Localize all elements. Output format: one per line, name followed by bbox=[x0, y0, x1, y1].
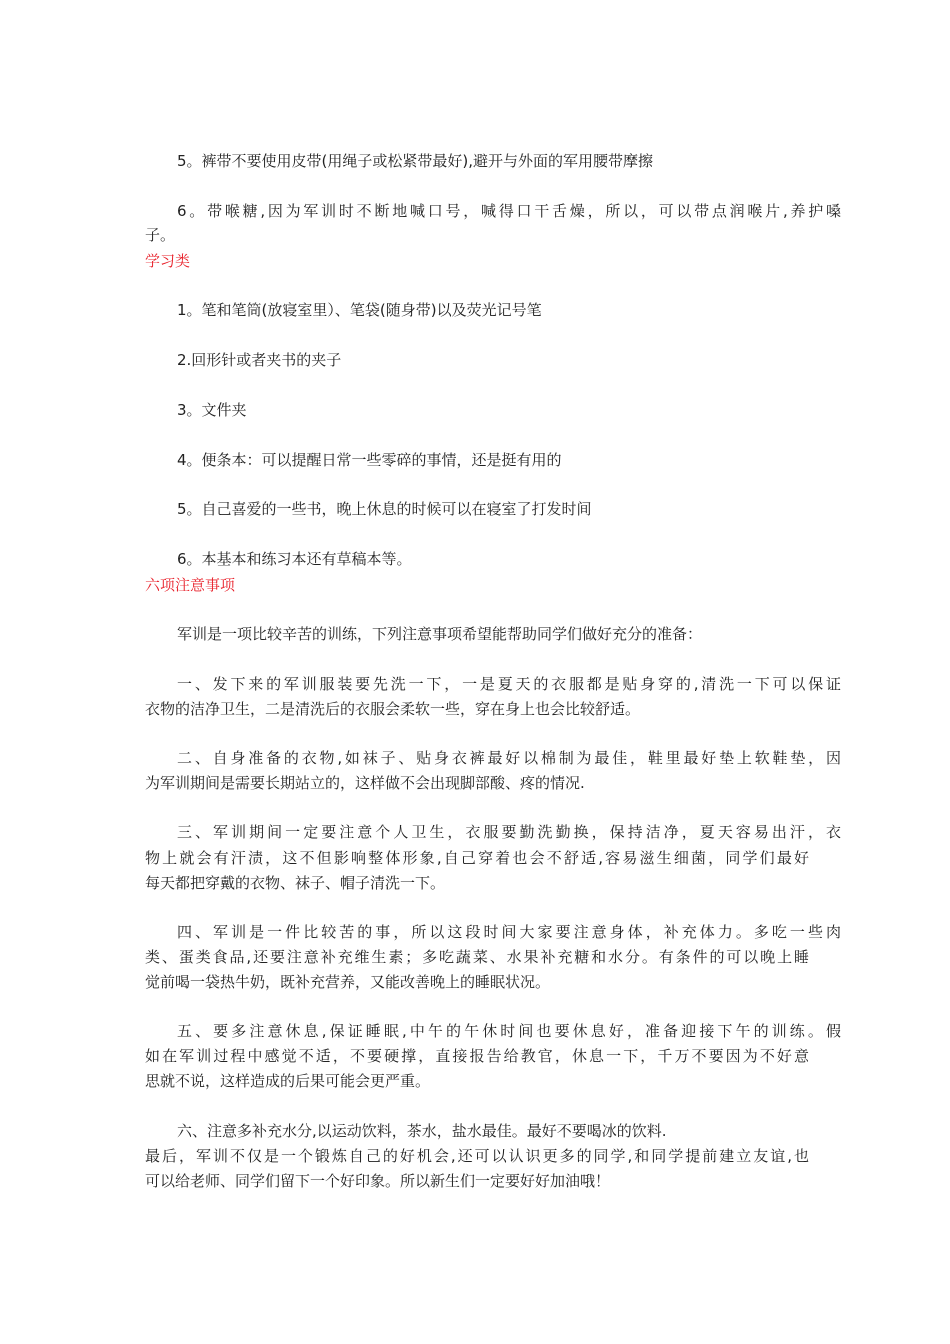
precaution-4-line2: 类、蛋类食品,还要注意补充维生素；多吃蔬菜、水果补充糖和水分。有条件的可以晚上睡 bbox=[145, 948, 809, 966]
precautions-intro: 军训是一项比较辛苦的训练，下列注意事项希望能帮助同学们做好充分的准备： bbox=[177, 625, 703, 643]
section-heading-study: 学习类 bbox=[145, 252, 191, 270]
precaution-4-line3: 觉前喝一袋热牛奶，既补充营养，又能改善晚上的睡眠状况。 bbox=[145, 973, 551, 991]
precaution-1-line2: 衣物的洁净卫生，二是清洗后的衣服会柔软一些，穿在身上也会比较舒适。 bbox=[145, 700, 641, 718]
section-heading-precautions: 六项注意事项 bbox=[145, 576, 236, 594]
precaution-5-line2: 如在军训过程中感觉不适，不要硬撑，直接报告给教官，休息一下，千万不要因为不好意 bbox=[145, 1047, 809, 1065]
precaution-3-line2: 物上就会有汗渍，这不但影响整体形象,自己穿着也会不舒适,容易滋生细菌，同学们最好 bbox=[145, 849, 809, 867]
item-notepad: 4。便条本：可以提醒日常一些零碎的事情，还是挺有用的 bbox=[177, 451, 562, 469]
conclusion-line2: 可以给老师、同学们留下一个好印象。所以新生们一定要好好加油哦！ bbox=[145, 1172, 611, 1190]
precaution-5-line1: 五、要多注意休息,保证睡眠,中午的午休时间也要休息好，准备迎接下午的训练。假 bbox=[177, 1022, 841, 1040]
item-trouser-belt: 5。裤带不要使用皮带(用绳子或松紧带最好),避开与外面的军用腰带摩擦 bbox=[177, 152, 654, 170]
item-paper-clips: 2.回形针或者夹书的夹子 bbox=[177, 351, 342, 369]
item-pens: 1。笔和笔筒(放寝室里）、笔袋(随身带)以及荧光记号笔 bbox=[177, 301, 542, 319]
item-notebooks: 6。本基本和练习本还有草稿本等。 bbox=[177, 550, 412, 568]
precaution-2-line1: 二、自身准备的衣物,如袜子、贴身衣裤最好以棉制为最佳，鞋里最好垫上软鞋垫，因 bbox=[177, 749, 841, 767]
item-folder: 3。文件夹 bbox=[177, 401, 247, 419]
precaution-6: 六、注意多补充水分,以运动饮料，茶水，盐水最佳。最好不要喝冰的饮料. bbox=[177, 1122, 667, 1140]
conclusion-line1: 最后，军训不仅是一个锻炼自己的好机会,还可以认识更多的同学,和同学提前建立友谊,也 bbox=[145, 1147, 809, 1165]
item-throat-lozenge-line1: 6。带喉糖,因为军训时不断地喊口号，喊得口干舌燥，所以，可以带点润喉片,养护嗓 bbox=[177, 202, 841, 220]
item-books: 5。自己喜爱的一些书，晚上休息的时候可以在寝室了打发时间 bbox=[177, 500, 592, 518]
precaution-3-line1: 三、军训期间一定要注意个人卫生，衣服要勤洗勤换，保持洁净，夏天容易出汗，衣 bbox=[177, 823, 841, 841]
precaution-5-line3: 思就不说，这样造成的后果可能会更严重。 bbox=[145, 1072, 431, 1090]
precaution-3-line3: 每天都把穿戴的衣物、袜子、帽子清洗一下。 bbox=[145, 874, 446, 892]
precaution-1-line1: 一、发下来的军训服装要先洗一下，一是夏天的衣服都是贴身穿的,清洗一下可以保证 bbox=[177, 675, 841, 693]
item-throat-lozenge-line2: 子。 bbox=[145, 226, 176, 244]
precaution-2-line2: 为军训期间是需要长期站立的，这样做不会出现脚部酸、疼的情况. bbox=[145, 774, 585, 792]
precaution-4-line1: 四、军训是一件比较苦的事，所以这段时间大家要注意身体，补充体力。多吃一些肉 bbox=[177, 923, 841, 941]
